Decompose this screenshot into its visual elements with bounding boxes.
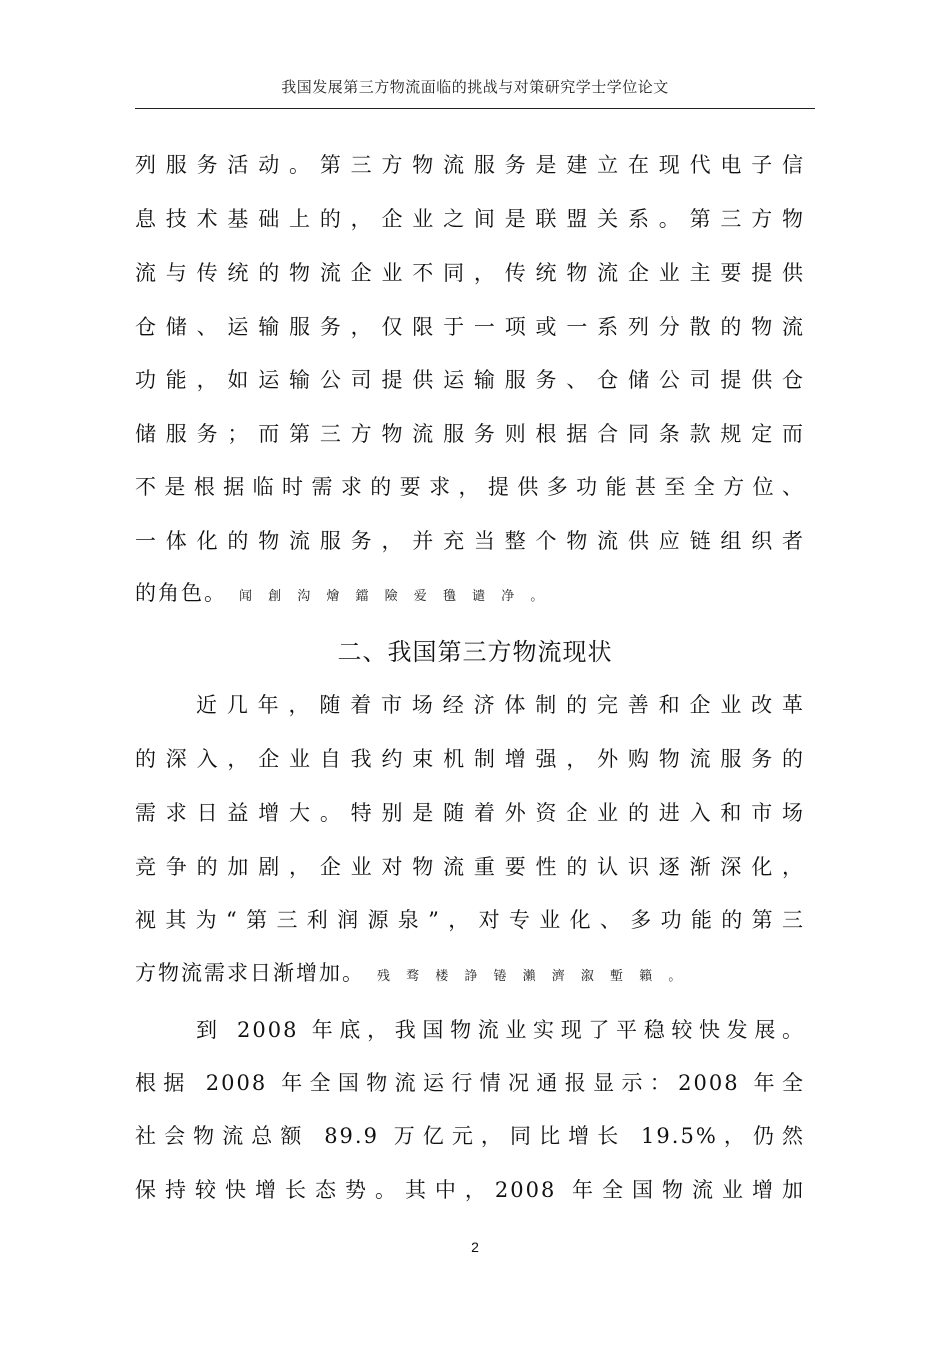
text-line-main: 方物流需求日渐增加。	[135, 961, 365, 985]
text-line: 功能，如运输公司提供运输服务、仓储公司提供仓	[135, 368, 805, 392]
text-line: 近几年，随着市场经济体制的完善和企业改革	[196, 693, 805, 717]
text-line: 流与传统的物流企业不同，传统物流企业主要提供	[135, 261, 805, 285]
text-line: 社会物流总额 89.9 万亿元，同比增长 19.5%，仍然	[135, 1124, 805, 1148]
page-header-title: 我国发展第三方物流面临的挑战与对策研究学士学位论文	[281, 78, 669, 96]
page-number: 2	[471, 1239, 479, 1255]
text-line: 列服务活动。第三方物流服务是建立在现代电子信	[135, 153, 805, 177]
text-line: 仓储、运输服务，仅限于一项或一系列分散的物流	[135, 315, 805, 339]
text-line-main: 的角色。	[135, 581, 227, 605]
text-line: 息技术基础上的，企业之间是联盟关系。第三方物	[135, 207, 805, 231]
text-line: 根据 2008 年全国物流运行情况通报显示：2008 年全	[135, 1071, 805, 1095]
text-line: 到 2008 年底，我国物流业实现了平稳较快发展。	[196, 1018, 805, 1042]
small-garbled-text: 闻 創 沟 燴 鐺 險 爱 氇 谴 净 。	[239, 589, 550, 604]
text-line	[135, 958, 805, 992]
text-line: 视其为“第三利润源泉”，对专业化、多功能的第三	[135, 908, 805, 932]
small-garbled-text: 残 骛 楼 諍 锩 瀨 濟 溆 塹 籟 。	[377, 969, 688, 984]
text-line: 需求日益增大。特别是随着外资企业的进入和市场	[135, 801, 805, 825]
text-line: 保持较快增长态势。其中，2008 年全国物流业增加	[135, 1178, 805, 1202]
text-line: 一体化的物流服务，并充当整个物流供应链组织者	[135, 529, 805, 553]
text-line: 储服务；而第三方物流服务则根据合同条款规定而	[135, 422, 805, 446]
text-line	[135, 578, 805, 612]
section-heading: 二、我国第三方物流现状	[337, 638, 613, 666]
text-line: 的深入，企业自我约束机制增强，外购物流服务的	[135, 747, 805, 771]
text-line: 不是根据临时需求的要求，提供多功能甚至全方位、	[135, 475, 805, 499]
header-divider	[135, 108, 815, 109]
text-line: 竞争的加剧，企业对物流重要性的认识逐渐深化，	[135, 855, 805, 879]
